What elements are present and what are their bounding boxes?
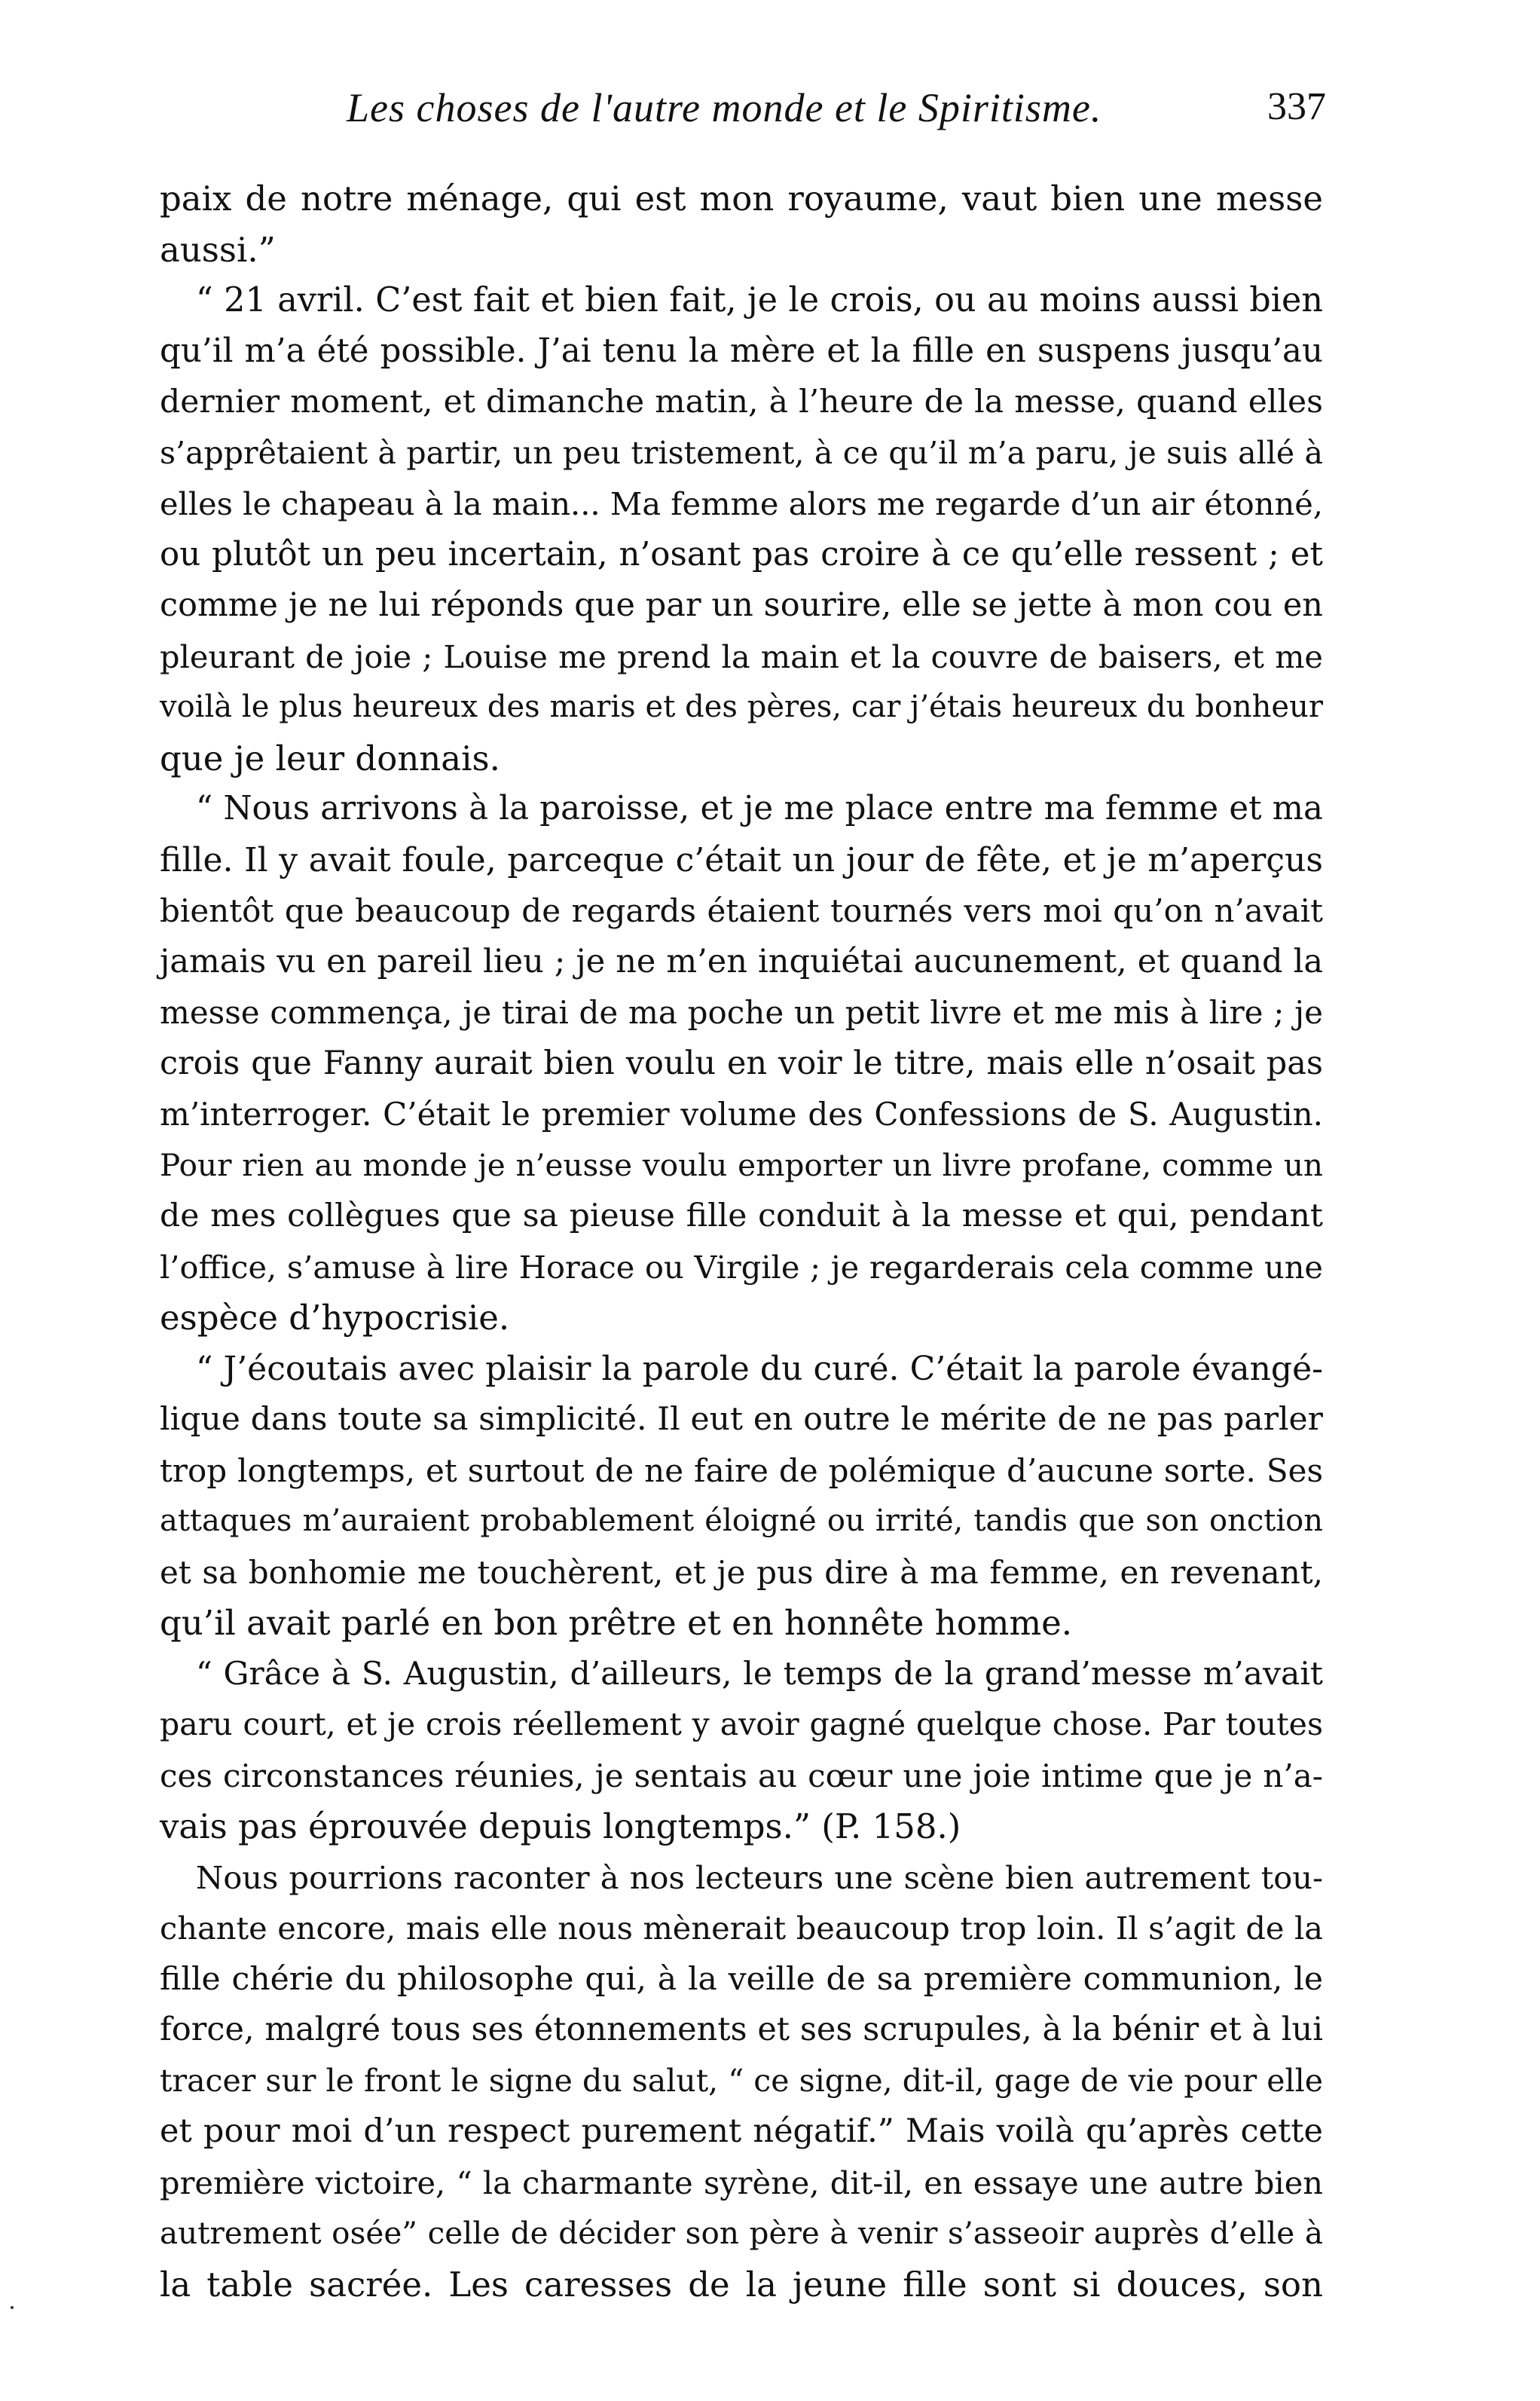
text-line: “ Nous arrivons à la paroisse, et je me place entre ma femme et ma xyxy=(196,790,1323,827)
text-line: voilà le plus heureux des maris et des pères, car j’étais heureux du bonheur xyxy=(160,690,1323,724)
text-line: tracer sur le front le signe du salut, “ ce signe, dit-il, gage de vie pour elle xyxy=(160,2062,1323,2099)
text-line: la table sacrée. Les caresses de la jeune fille sont si douces, son xyxy=(160,2264,1323,2305)
text-line: autrement osée” celle de décider son père à venir s’asseoir auprès d’elle à xyxy=(160,2215,1323,2251)
text-line: fille chérie du philosophe qui, à la veille de sa première communion, le xyxy=(160,1960,1323,1998)
text-line: crois que Fanny aurait bien voulu en voir le titre, mais elle n’osait pas xyxy=(160,1044,1323,1082)
text-line: paix de notre ménage, qui est mon royaume, vaut bien une messe xyxy=(160,179,1323,219)
running-title: Les choses de l'autre monde et le Spiritisme. xyxy=(347,85,1102,130)
text-line: attaques m’auraient probablement éloigné ou irrité, tandis que son onction xyxy=(160,1503,1323,1538)
text-line: qu’il avait parlé en bon prêtre et en honnête homme. xyxy=(160,1603,1073,1643)
running-head xyxy=(347,84,1326,145)
text-line: messe commença, je tirai de ma poche un petit livre et me mis à lire ; je xyxy=(160,994,1323,1031)
text-line: elles le chapeau à la main... Ma femme alors me regarde d’un air étonné, xyxy=(160,485,1323,522)
text-line: espèce d’hypocrisie. xyxy=(160,1298,510,1338)
text-line: Nous pourrions raconter à nos lecteurs une scène bien autrement tou- xyxy=(196,1858,1323,1896)
text-line: comme je ne lui réponds que par un sourire, elle se jette à mon cou en xyxy=(160,586,1323,624)
text-line: première victoire, “ la charmante syrène, dit-il, en essaye une autre bien xyxy=(160,2164,1323,2201)
text-line: lique dans toute sa simplicité. Il eut en outre le mérite de ne pas parler xyxy=(160,1401,1323,1438)
margin-speck xyxy=(11,2306,14,2309)
text-line: aussi.” xyxy=(160,229,276,270)
text-line: de mes collègues que sa pieuse fille conduit à la messe et qui, pendant xyxy=(160,1197,1323,1234)
text-line: trop longtemps, et surtout de ne faire de polémique d’aucune sorte. Ses xyxy=(160,1451,1323,1489)
text-line: et pour moi d’un respect purement négatif.” Mais voilà qu’après cette xyxy=(160,2112,1323,2150)
text-line: qu’il m’a été possible. J’ai tenu la mère et la fille en suspens jusqu’au xyxy=(160,332,1323,370)
text-line: ou plutôt un peu incertain, n’osant pas croire à ce qu’elle ressent ; et xyxy=(160,535,1323,573)
text-line: s’apprêtaient à partir, un peu tristement, à ce qu’il m’a paru, je suis allé à xyxy=(160,434,1323,471)
text-line: que je leur donnais. xyxy=(160,738,500,778)
text-line: dernier moment, et dimanche matin, à l’heure de la messe, quand elles xyxy=(160,384,1323,421)
text-line: m’interroger. C’était le premier volume des Confessions de S. Augustin. xyxy=(160,1096,1323,1133)
text-line: jamais vu en pareil lieu ; je ne m’en inquiétai aucunement, et quand la xyxy=(160,942,1323,980)
text-line: Pour rien au monde je n’eusse voulu emporter un livre profane, comme un xyxy=(160,1146,1323,1183)
text-line: “ 21 avril. C’est fait et bien fait, je le crois, ou au moins aussi bien xyxy=(196,281,1323,320)
page-number: 337 xyxy=(1267,85,1326,128)
text-line: chante encore, mais elle nous mènerait beaucoup trop loin. Il s’agit de la xyxy=(160,1910,1323,1947)
text-line: vais pas éprouvée depuis longtemps.” (P. 158.) xyxy=(160,1806,961,1846)
text-line: fille. Il y avait foule, parceque c’était un jour de fête, et je m’aperçus xyxy=(160,840,1323,879)
text-line: et sa bonhomie me touchèrent, et je pus dire à ma femme, en revenant, xyxy=(160,1553,1323,1591)
text-line: l’office, s’amuse à lire Horace ou Virgile ; je regarderais cela comme une xyxy=(160,1248,1323,1286)
text-line: pleurant de joie ; Louise me prend la main et la couvre de baisers, et me xyxy=(160,638,1323,675)
body-text xyxy=(160,173,1323,2310)
text-line: bientôt que beaucoup de regards étaient tournés vers moi qu’on n’avait xyxy=(160,892,1323,929)
text-line: “ Grâce à S. Augustin, d’ailleurs, le temps de la grand’messe m’avait xyxy=(196,1655,1323,1693)
text-line: ces circonstances réunies, je sentais au cœur une joie intime que je n’a- xyxy=(160,1757,1323,1794)
text-line: “ J’écoutais avec plaisir la parole du curé. C’était la parole évangé- xyxy=(196,1349,1323,1388)
text-line: force, malgré tous ses étonnements et ses scrupules, à la bénir et à lui xyxy=(160,2011,1323,2048)
text-line: paru court, et je crois réellement y avoir gagné quelque chose. Par toutes xyxy=(160,1706,1323,1742)
